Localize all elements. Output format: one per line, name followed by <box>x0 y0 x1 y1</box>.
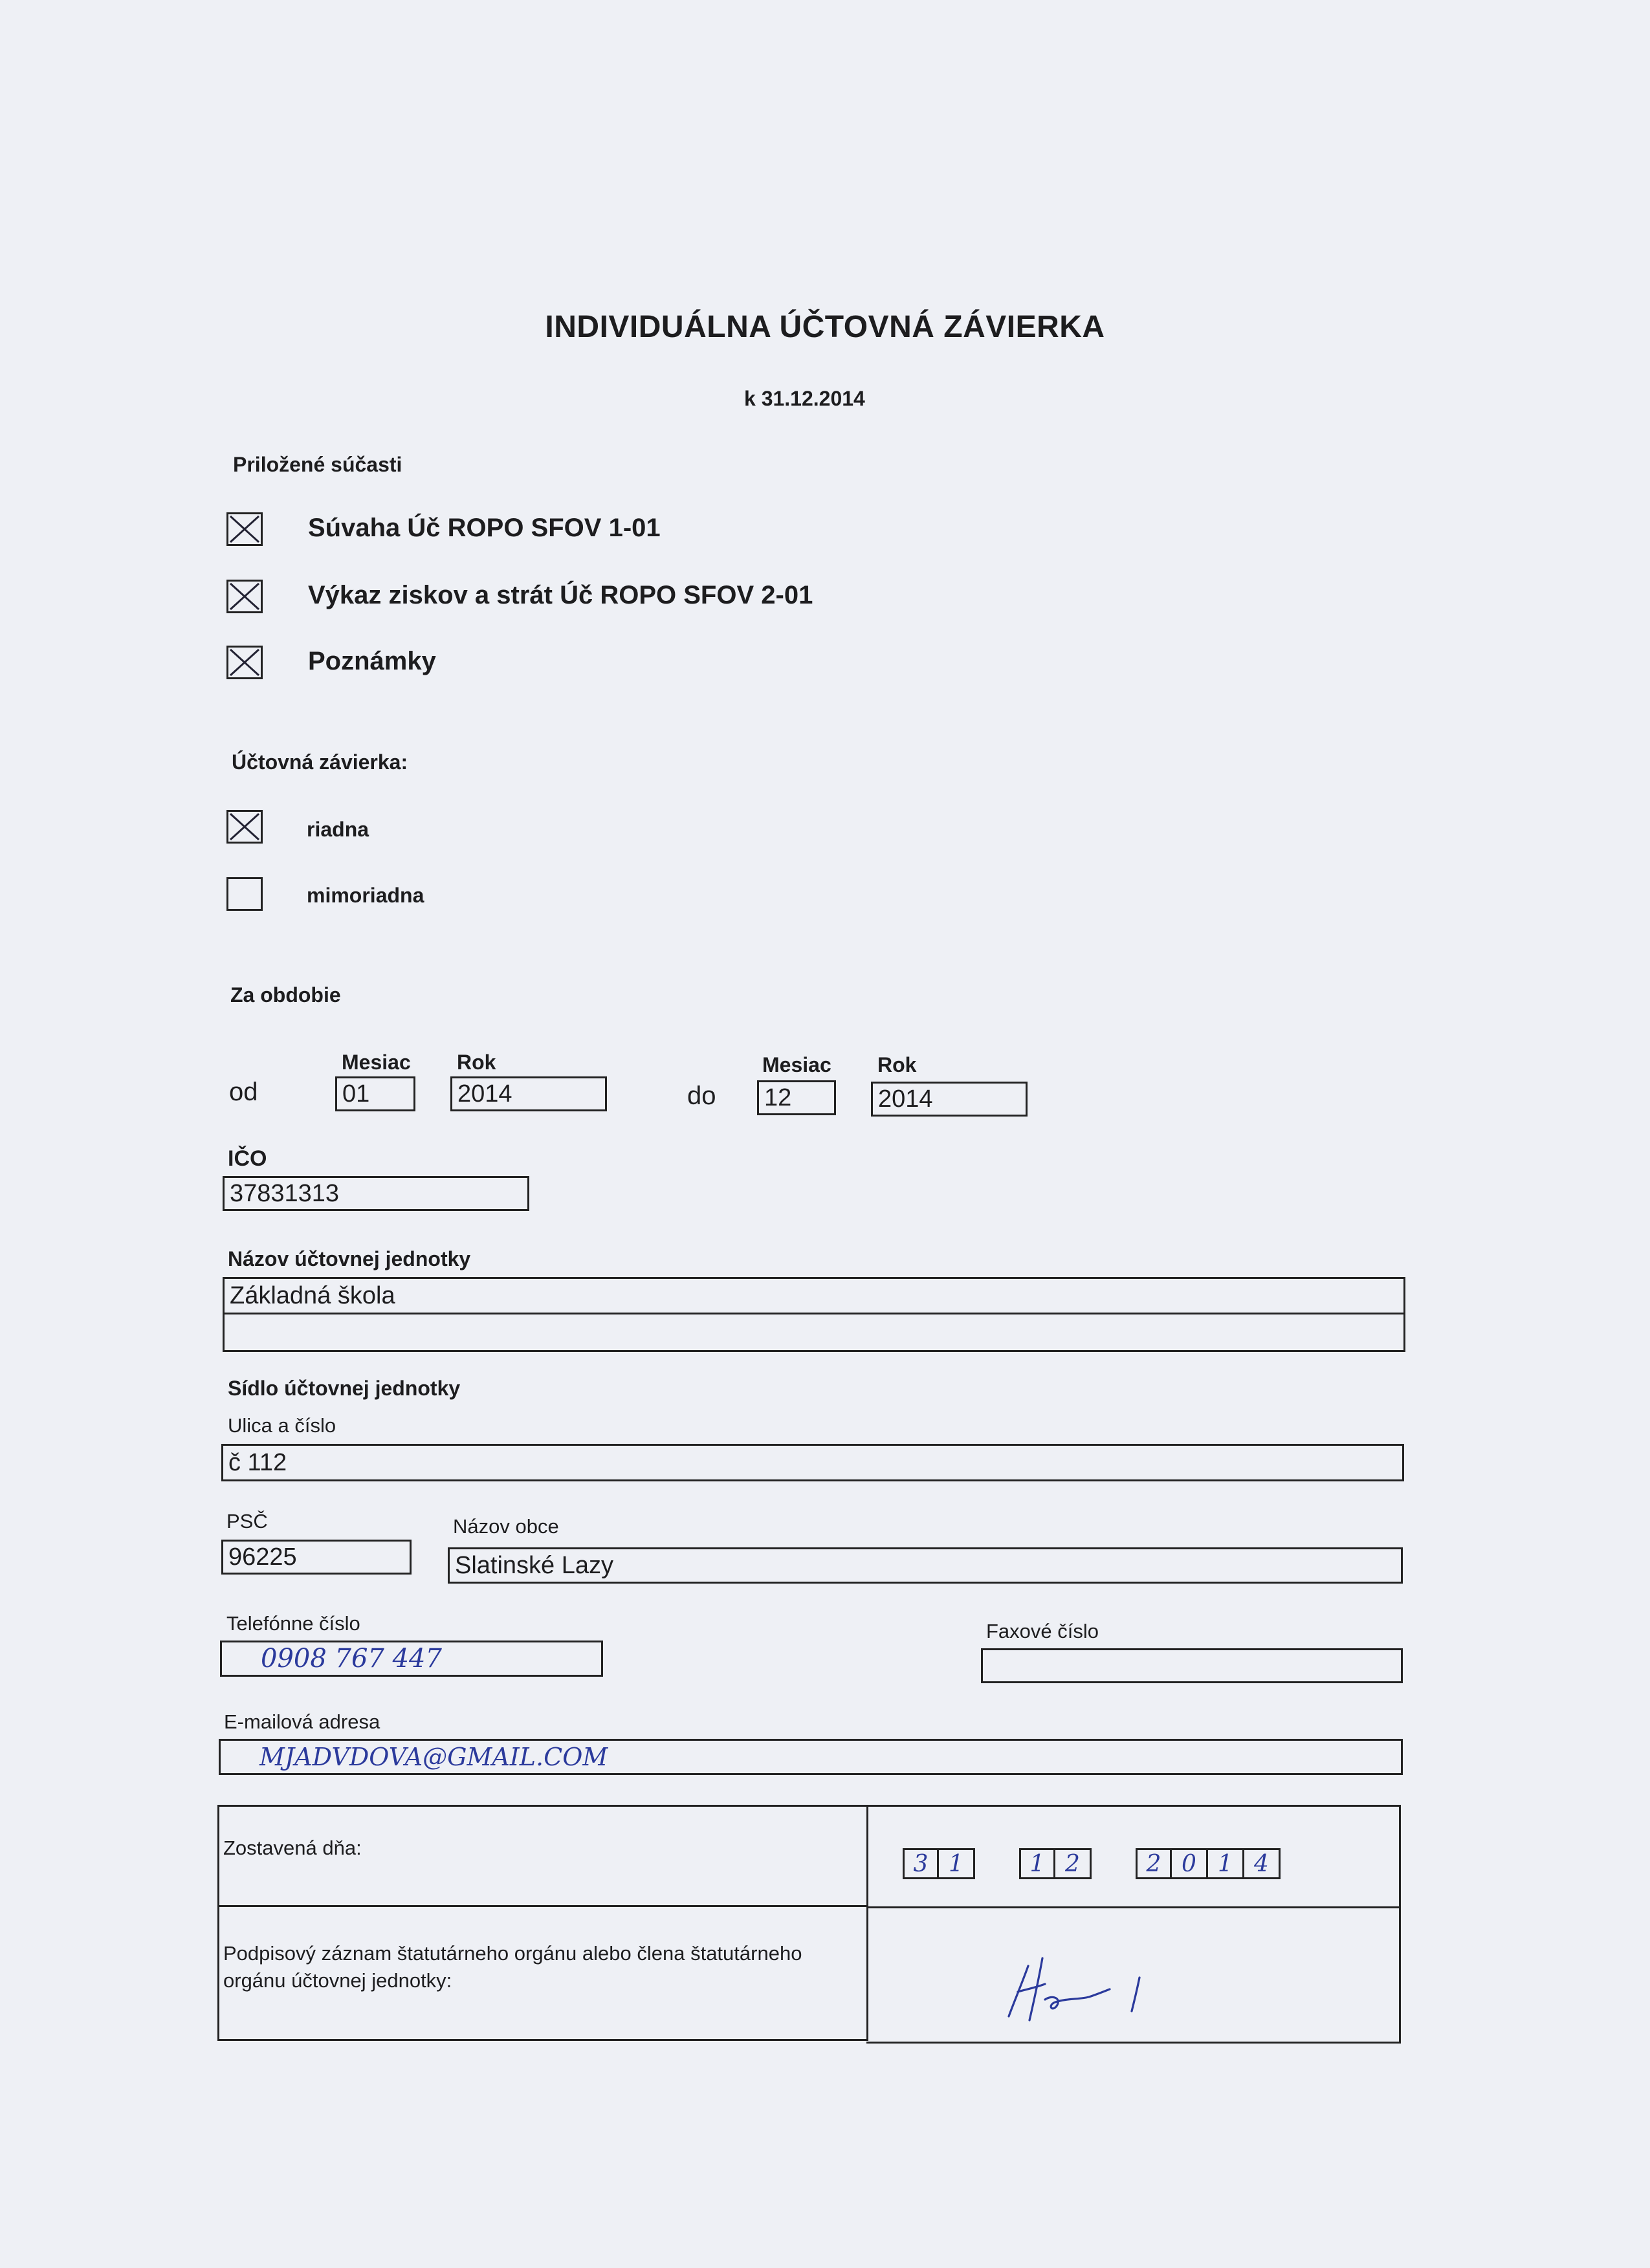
unit-name-line1[interactable]: Základná škola <box>223 1277 1405 1314</box>
month-digit: 1 <box>1019 1848 1055 1879</box>
psc-label: PSČ <box>226 1510 268 1532</box>
ico-label: IČO <box>228 1146 267 1171</box>
compiled-label-cell <box>217 1805 868 1907</box>
compiled-day[interactable] <box>903 1848 975 1879</box>
signature-image <box>1002 1952 1158 2029</box>
email-label: E-mailová adresa <box>224 1710 380 1733</box>
attachment-label-vykaz: Výkaz ziskov a strát Úč ROPO SFOV 2-01 <box>308 581 813 609</box>
attachments-heading: Priložené súčasti <box>233 453 402 476</box>
phone-field[interactable]: 0908 767 447 <box>220 1641 603 1677</box>
signature-label-cell <box>217 1905 868 2041</box>
month-digit: 2 <box>1055 1848 1092 1879</box>
from-year-field[interactable]: 2014 <box>450 1076 607 1111</box>
closing-label-mimoriadna: mimoriadna <box>307 884 424 907</box>
fax-field[interactable] <box>981 1648 1403 1683</box>
to-month-label: Mesiac <box>762 1053 831 1076</box>
period-heading: Za obdobie <box>230 983 341 1007</box>
psc-field[interactable]: 96225 <box>221 1540 412 1575</box>
check-x-icon <box>228 582 261 611</box>
unit-name-label: Názov účtovnej jednotky <box>228 1247 471 1270</box>
check-x-icon <box>228 812 261 842</box>
to-label: do <box>687 1082 716 1110</box>
document-title: INDIVIDUÁLNA ÚČTOVNÁ ZÁVIERKA <box>545 310 1105 344</box>
city-label: Názov obce <box>453 1515 559 1538</box>
closing-heading: Účtovná závierka: <box>232 750 408 774</box>
compiled-year[interactable] <box>1136 1848 1281 1879</box>
checkbox-poznamky[interactable] <box>226 646 263 679</box>
checkbox-mimoriadna[interactable] <box>226 877 263 911</box>
city-field[interactable]: Slatinské Lazy <box>448 1547 1403 1584</box>
check-x-icon <box>228 514 261 544</box>
compiled-label: Zostavená dňa: <box>223 1837 362 1859</box>
attachment-label-suvaha: Súvaha Úč ROPO SFOV 1-01 <box>308 514 661 542</box>
attachment-label-poznamky: Poznámky <box>308 647 436 675</box>
email-field[interactable]: MJADVDOVA@GMAIL.COM <box>219 1739 1403 1775</box>
year-digit: 4 <box>1244 1848 1281 1879</box>
from-month-field[interactable]: 01 <box>335 1076 415 1111</box>
from-label: od <box>229 1078 258 1106</box>
check-x-icon <box>228 648 261 677</box>
closing-label-riadna: riadna <box>307 818 369 841</box>
day-digit: 3 <box>903 1848 939 1879</box>
day-digit: 1 <box>939 1848 975 1879</box>
year-digit: 1 <box>1208 1848 1244 1879</box>
checkbox-riadna[interactable] <box>226 810 263 844</box>
street-label: Ulica a číslo <box>228 1414 336 1437</box>
compiled-date-cell <box>866 1805 1401 1908</box>
report-date: k 31.12.2014 <box>744 387 865 410</box>
signature-cell[interactable] <box>866 1906 1401 2044</box>
to-year-field[interactable]: 2014 <box>871 1082 1028 1117</box>
signature-label: Podpisový záznam štatutárneho orgánu alebo člena štatutárneho orgánu účtovnej jednotky: <box>223 1942 802 1992</box>
from-year-label: Rok <box>457 1051 496 1074</box>
seat-heading: Sídlo účtovnej jednotky <box>228 1377 461 1400</box>
year-digit: 0 <box>1172 1848 1208 1879</box>
compiled-month[interactable] <box>1019 1848 1092 1879</box>
from-month-label: Mesiac <box>342 1051 411 1074</box>
unit-name-line2[interactable] <box>223 1314 1405 1352</box>
to-year-label: Rok <box>877 1053 917 1076</box>
ico-field[interactable]: 37831313 <box>223 1176 529 1211</box>
street-field[interactable]: č 112 <box>221 1444 1404 1481</box>
phone-label: Telefónne číslo <box>226 1612 360 1635</box>
checkbox-suvaha[interactable] <box>226 512 263 546</box>
year-digit: 2 <box>1136 1848 1172 1879</box>
fax-label: Faxové číslo <box>986 1620 1099 1642</box>
to-month-field[interactable]: 12 <box>757 1080 836 1115</box>
checkbox-vykaz[interactable] <box>226 580 263 613</box>
